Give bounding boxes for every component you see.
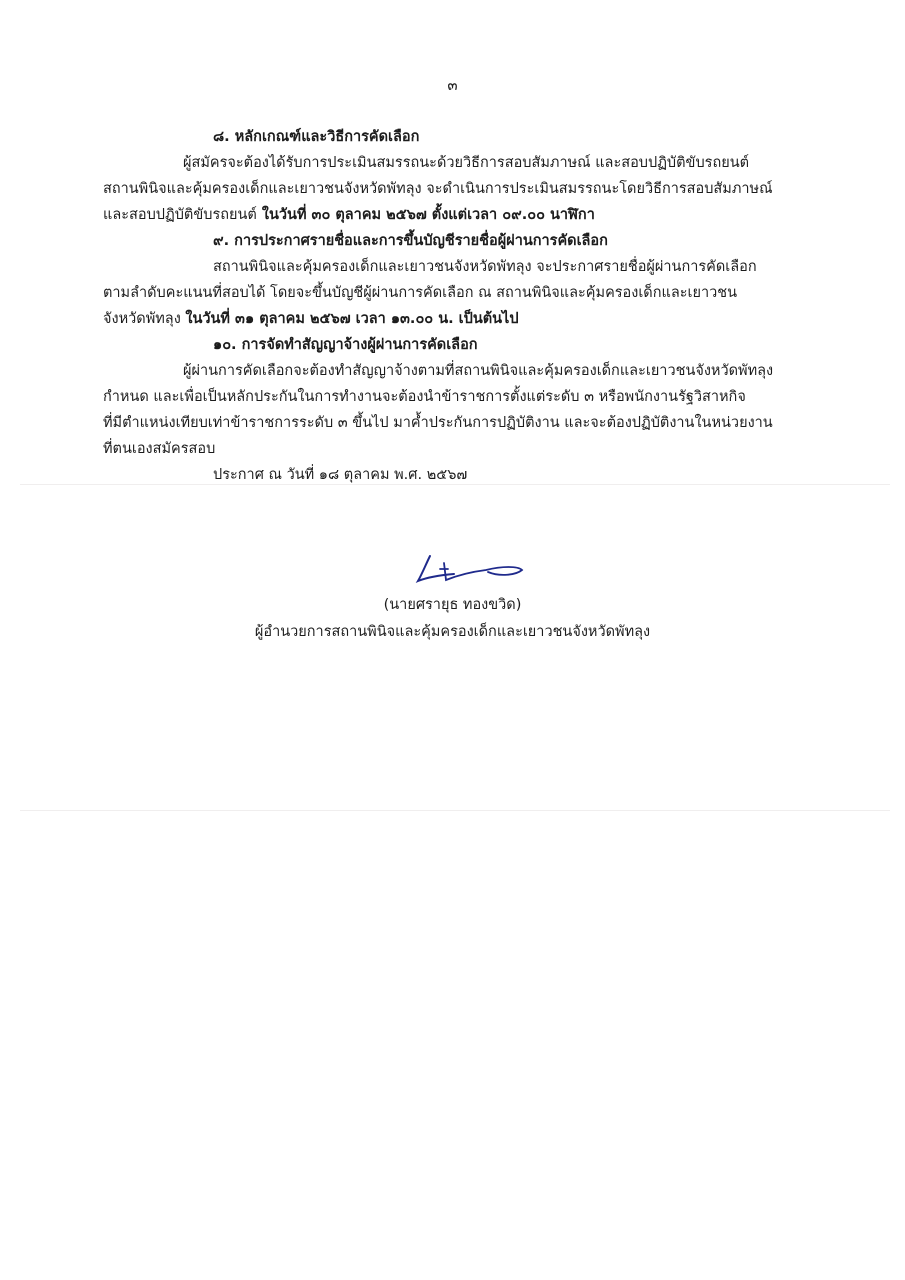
scan-artifact-line <box>20 810 890 811</box>
scan-artifact-line <box>20 484 890 485</box>
section-9-line-1: สถานพินิจและคุ้มครองเด็กและเยาวชนจังหวัดพัทลุง จะประกาศรายชื่อผู้ผ่านการคัดเลือก <box>213 259 757 275</box>
handwritten-signature-icon <box>412 548 528 588</box>
section-8-heading: ๘. หลักเกณฑ์และวิธีการคัดเลือก <box>213 129 420 145</box>
page-number: ๓ <box>447 76 458 94</box>
signer-title: ผู้อำนวยการสถานพินิจและคุ้มครองเด็กและเยาวชนจังหวัดพัทลุง <box>254 624 651 640</box>
section-8-line-3 <box>103 202 815 228</box>
section-9-line-2: ตามลำดับคะแนนที่สอบได้ โดยจะขึ้นบัญชีผู้ผ่านการคัดเลือก ณ สถานพินิจและคุ้มครองเด็กและเยาวชน <box>103 285 738 301</box>
section-9-announce-date: ในวันที่ ๓๑ ตุลาคม ๒๕๖๗ เวลา ๑๓.๐๐ น. เป็นต้นไป <box>185 311 519 327</box>
section-10-heading: ๑๐. การจัดทำสัญญาจ้างผู้ผ่านการคัดเลือก <box>213 337 478 353</box>
document-body <box>103 124 815 488</box>
section-10-line-3: ที่มีตำแหน่งเทียบเท่าข้าราชการระดับ ๓ ขึ้นไป มาค้ำประกันการปฏิบัติงาน และจะต้องปฏิบัติงานในหน่วยงาน <box>103 415 773 431</box>
announcement-date: ประกาศ ณ วันที่ ๑๘ ตุลาคม พ.ศ. ๒๕๖๗ <box>213 467 468 483</box>
section-8-line-3-text: และสอบปฏิบัติขับรถยนต์ <box>103 207 257 223</box>
section-10-line-4: ที่ตนเองสมัครสอบ <box>103 441 216 457</box>
section-8-exam-date: ในวันที่ ๓๐ ตุลาคม ๒๕๖๗ ตั้งแต่เวลา ๐๙.๐๐ นาฬิกา <box>256 207 595 223</box>
signer-name: (นายศรายุธ ทองขวิด) <box>383 597 522 613</box>
section-10-line-1: ผู้ผ่านการคัดเลือกจะต้องทำสัญญาจ้างตามที่สถานพินิจและคุ้มครองเด็กและเยาวชนจังหวัดพัทลุง <box>183 363 774 379</box>
section-9-heading: ๙. การประกาศรายชื่อและการขึ้นบัญชีรายชื่อผู้ผ่านการคัดเลือก <box>213 233 608 249</box>
section-10-line-2: กำหนด และเพื่อเป็นหลักประกันในการทำงานจะต้องนำข้าราชการตั้งแต่ระดับ ๓ หรือพนักงานรัฐวิสาหกิจ <box>103 389 746 405</box>
section-8-line-2: สถานพินิจและคุ้มครองเด็กและเยาวชนจังหวัดพัทลุง จะดำเนินการประเมินสมรรถนะโดยวิธีการสอบสัมภาษณ์ <box>103 181 773 197</box>
section-9-line-3-text: จังหวัดพัทลุง <box>103 311 186 327</box>
section-8-line-1: ผู้สมัครจะต้องได้รับการประเมินสมรรถนะด้วยวิธีการสอบสัมภาษณ์ และสอบปฏิบัติขับรถยนต์ <box>183 155 750 171</box>
section-9-line-3 <box>103 306 815 332</box>
